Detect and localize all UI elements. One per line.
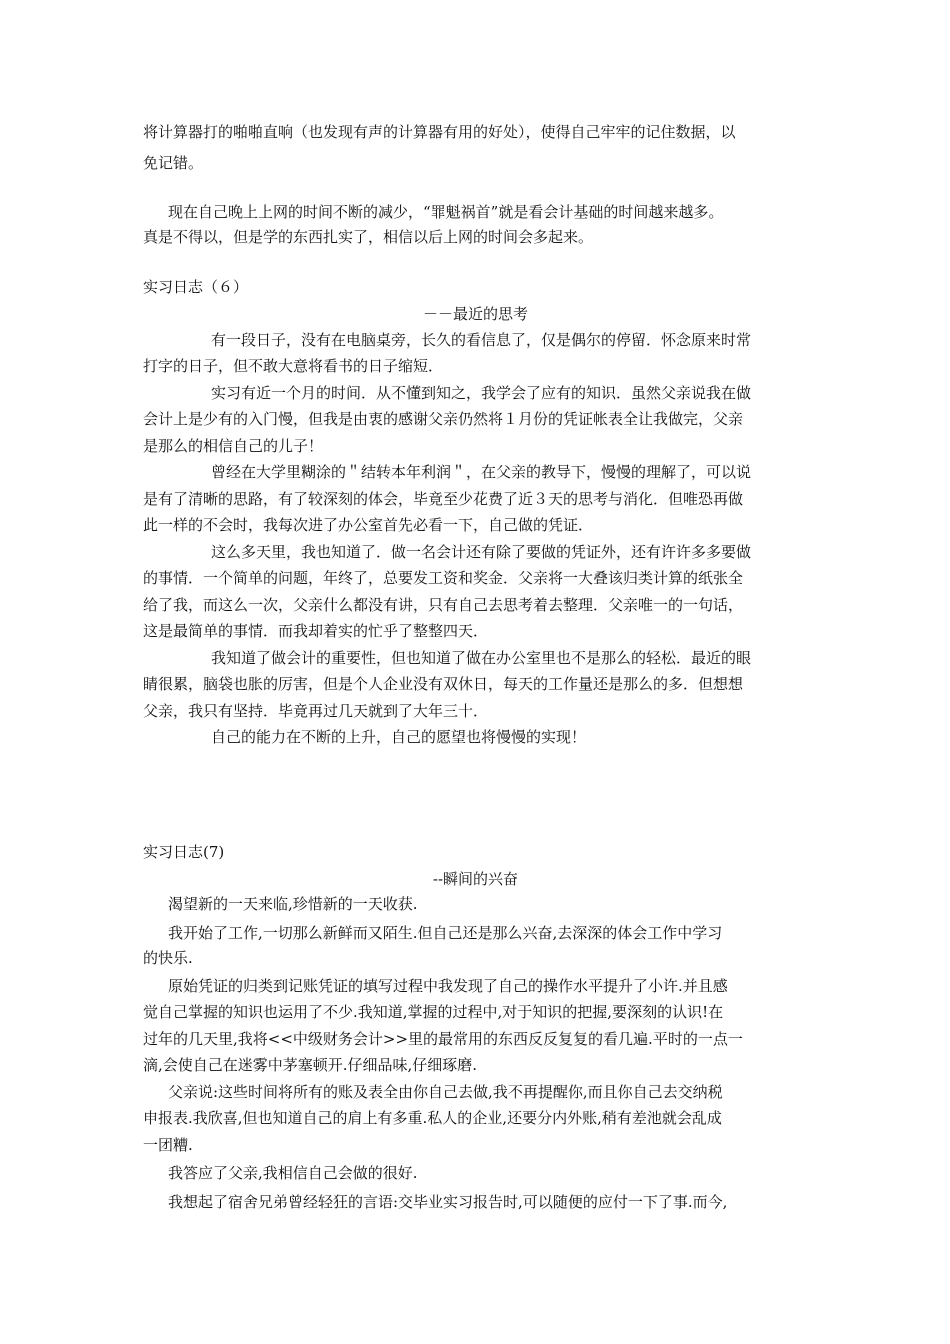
log7-p3-line-1: 原始凭证的归类到记账凭证的填写过程中我发现了自己的操作水平提升了小许.并且感 <box>168 977 728 995</box>
log7-subtitle: --瞬间的兴奋 <box>432 870 519 888</box>
log6-title: 实习日志（６） <box>143 278 249 296</box>
log6-p5-line-2: 睛很累，脑袋也胀的厉害，但是个人企业没有双休日，每天的工作量还是那么的多．但想想 <box>143 675 744 693</box>
log7-p6-line-1: 我想起了宿舍兄弟曾经轻狂的言语:交毕业实习报告时,可以随便的应付一下了事.而今, <box>168 1193 728 1211</box>
log7-p1-line-1: 渴望新的一天来临,珍惜新的一天收获. <box>168 895 418 913</box>
log7-p4-line-3: 一团糟. <box>143 1136 193 1154</box>
log6-p6-line-1: 自己的能力在不断的上升，自己的愿望也将慢慢的实现！ <box>211 728 587 746</box>
log6-p2-line-2: 会计上是少有的入门慢，但我是由衷的感谢父亲仍然将１月份的凭证帐表全让我做完，父亲 <box>143 410 744 428</box>
log6-p5-line-1: 我知道了做会计的重要性，但也知道了做在办公室里也不是那么的轻松．最近的眼 <box>211 649 752 667</box>
log7-p4-line-2: 申报表.我欣喜,但也知道自己的肩上有多重.私人的企业,还要分内外账,稍有差池就会乱成 <box>143 1109 722 1127</box>
log6-subtitle: －－最近的思考 <box>422 305 528 323</box>
intro-p2-line-2: 真是不得以，但是学的东西扎实了，相信以后上网的时间会多起来。 <box>143 228 594 246</box>
log6-p4-line-3: 给了我，而这么一次，父亲什么都没有讲，只有自己去思考着去整理．父亲唯一的一句话， <box>143 596 744 614</box>
log6-p3-line-2: 是有了清晰的思路，有了较深刻的体会，毕竟至少花费了近３天的思考与消化．但唯恐再做 <box>143 490 744 508</box>
intro-p1-line-1: 将计算器打的啪啪直响（也发现有声的计算器有用的好处），使得自己牢牢的记住数据，以 <box>143 123 736 141</box>
log6-p4-line-2: 的事情．一个简单的问题，年终了，总要发工资和奖金．父亲将一大叠该归类计算的纸张全 <box>143 569 744 587</box>
log7-p3-line-4: 滴,会使自己在迷雾中茅塞顿开.仔细品味,仔细琢磨. <box>143 1056 478 1074</box>
log6-p1-line-2: 打字的日子，但不敢大意将看书的日子缩短． <box>143 357 444 375</box>
log7-p2-line-1: 我开始了工作,一切那么新鲜而又陌生.但自己还是那么兴奋,去深深的体会工作中学习 <box>168 924 723 942</box>
log7-title: 实习日志(7) <box>143 843 225 861</box>
log6-p4-line-1: 这么多天里，我也知道了．做一名会计还有除了要做的凭证外，还有许许多多要做 <box>211 543 752 561</box>
log6-p1-line-1: 有一段日子，没有在电脑桌旁，长久的看信息了，仅是偶尔的停留．怀念原来时常 <box>211 331 752 349</box>
log6-p3-line-3: 此一样的不会时，我每次进了办公室首先必看一下，自己做的凭证． <box>143 516 594 534</box>
log6-p2-line-3: 是那么的相信自己的儿子！ <box>143 437 324 455</box>
log6-p3-line-1: 曾经在大学里糊涂的＂结转本年利润＂，在父亲的教导下，慢慢的理解了，可以说 <box>211 463 752 481</box>
log6-p5-line-3: 父亲，我只有坚持．毕竟再过几天就到了大年三十． <box>143 702 489 720</box>
log7-p5-line-1: 我答应了父亲,我相信自己会做的很好. <box>168 1164 418 1182</box>
log7-p4-line-1: 父亲说:这些时间将所有的账及表全由你自己去做,我不再提醒你,而且你自己去交纳税 <box>168 1083 723 1101</box>
log6-p2-line-1: 实习有近一个月的时间．从不懂到知之，我学会了应有的知识．虽然父亲说我在做 <box>211 384 752 402</box>
intro-p2-line-1: 现在自己晚上上网的时间不断的减少，“罪魁祸首”就是看会计基础的时间越来越多。 <box>168 203 724 221</box>
intro-p1-line-2: 免记错。 <box>143 154 204 172</box>
log6-p4-line-4: 这是最简单的事情．而我却着实的忙乎了整整四天． <box>143 622 489 640</box>
log7-p3-line-3: 过年的几天里,我将<<中级财务会计>>里的最常用的东西反反复复的看几遍.平时的一点一 <box>143 1030 743 1048</box>
log7-p3-line-2: 觉自己掌握的知识也运用了不少.我知道,掌握的过程中,对于知识的把握,要深刻的认识!在 <box>143 1003 724 1021</box>
log7-p2-line-2: 的快乐. <box>143 949 193 967</box>
